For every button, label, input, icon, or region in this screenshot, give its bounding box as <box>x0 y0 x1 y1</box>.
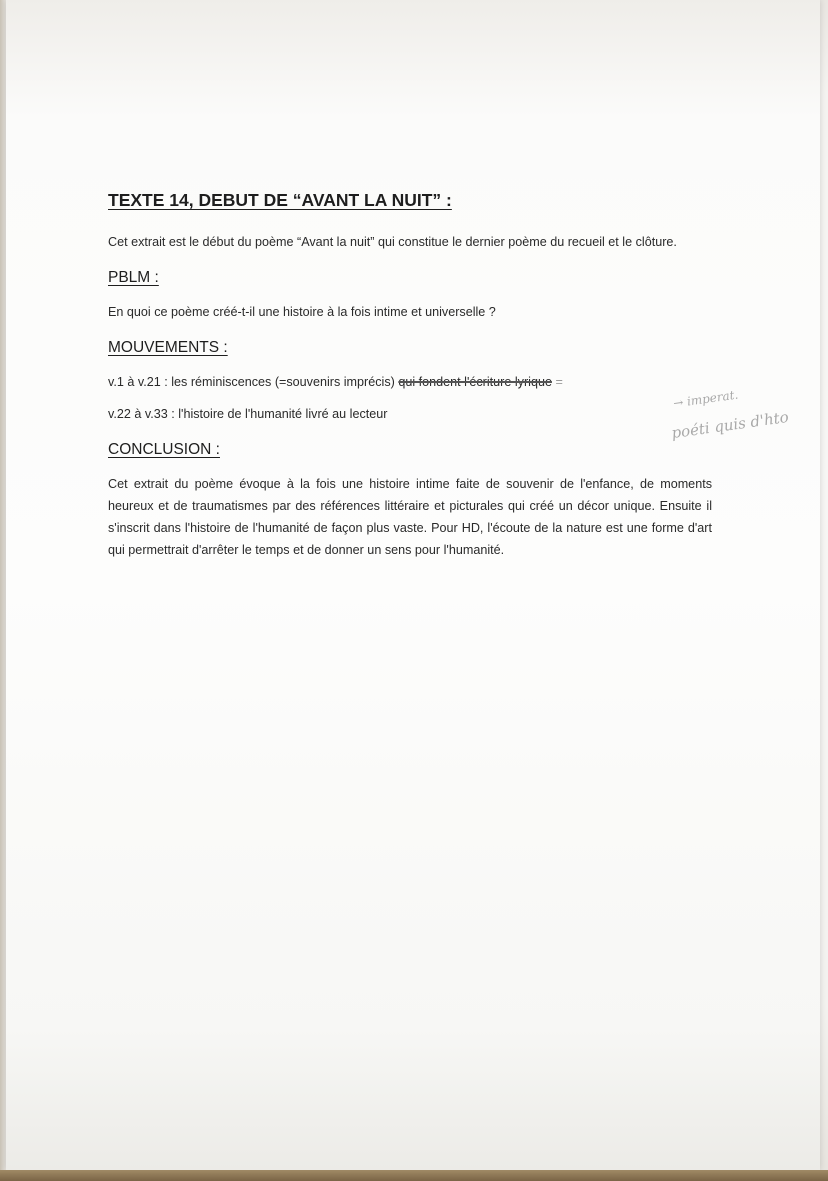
mouvements-heading: MOUVEMENTS : <box>108 339 228 356</box>
mouvement-1-struck-text: qui fondent l'écriture lyrique <box>398 375 552 389</box>
pblm-heading: PBLM : <box>108 269 159 286</box>
mouvement-1-suffix: = <box>551 375 563 389</box>
conclusion-heading: CONCLUSION : <box>108 441 220 458</box>
handwritten-note <box>663 387 823 452</box>
pblm-text: En quoi ce poème créé-t-il une histoire à la fois intime et universelle ? <box>108 305 496 319</box>
mouvement-1-text: v.1 à v.21 : les réminiscences (=souvenirs imprécis) <box>108 375 399 389</box>
handwritten-note-line2: poéti quis d'hto <box>670 407 790 443</box>
document-title: TEXTE 14, DEBUT DE “AVANT LA NUIT” : <box>108 190 452 210</box>
paper-sheet <box>6 0 820 1170</box>
handwritten-note-line1: → imperat. <box>672 387 740 411</box>
conclusion-paragraph: Cet extrait du poème évoque à la fois une histoire intime faite de souvenir de l'enfance, de moments heureux et de traumatismes par des références littéraire et picturales qui créé un décor unique. Ensuite il s'inscrit dans l'histoire de l'humanité de façon plus vaste. Pour HD, l'écoute de la nature est une forme d'art qui permettrait d'arrêter le temps et de donner un sens pour l'humanité. <box>108 477 712 557</box>
mouvement-2: v.22 à v.33 : l'histoire de l'humanité livré au lecteur <box>108 407 388 421</box>
document-content <box>108 190 712 561</box>
intro-paragraph: Cet extrait est le début du poème “Avant la nuit” qui constitue le dernier poème du recueil et le clôture. <box>108 235 677 249</box>
mouvement-1 <box>108 371 712 393</box>
table-edge <box>0 1170 828 1181</box>
